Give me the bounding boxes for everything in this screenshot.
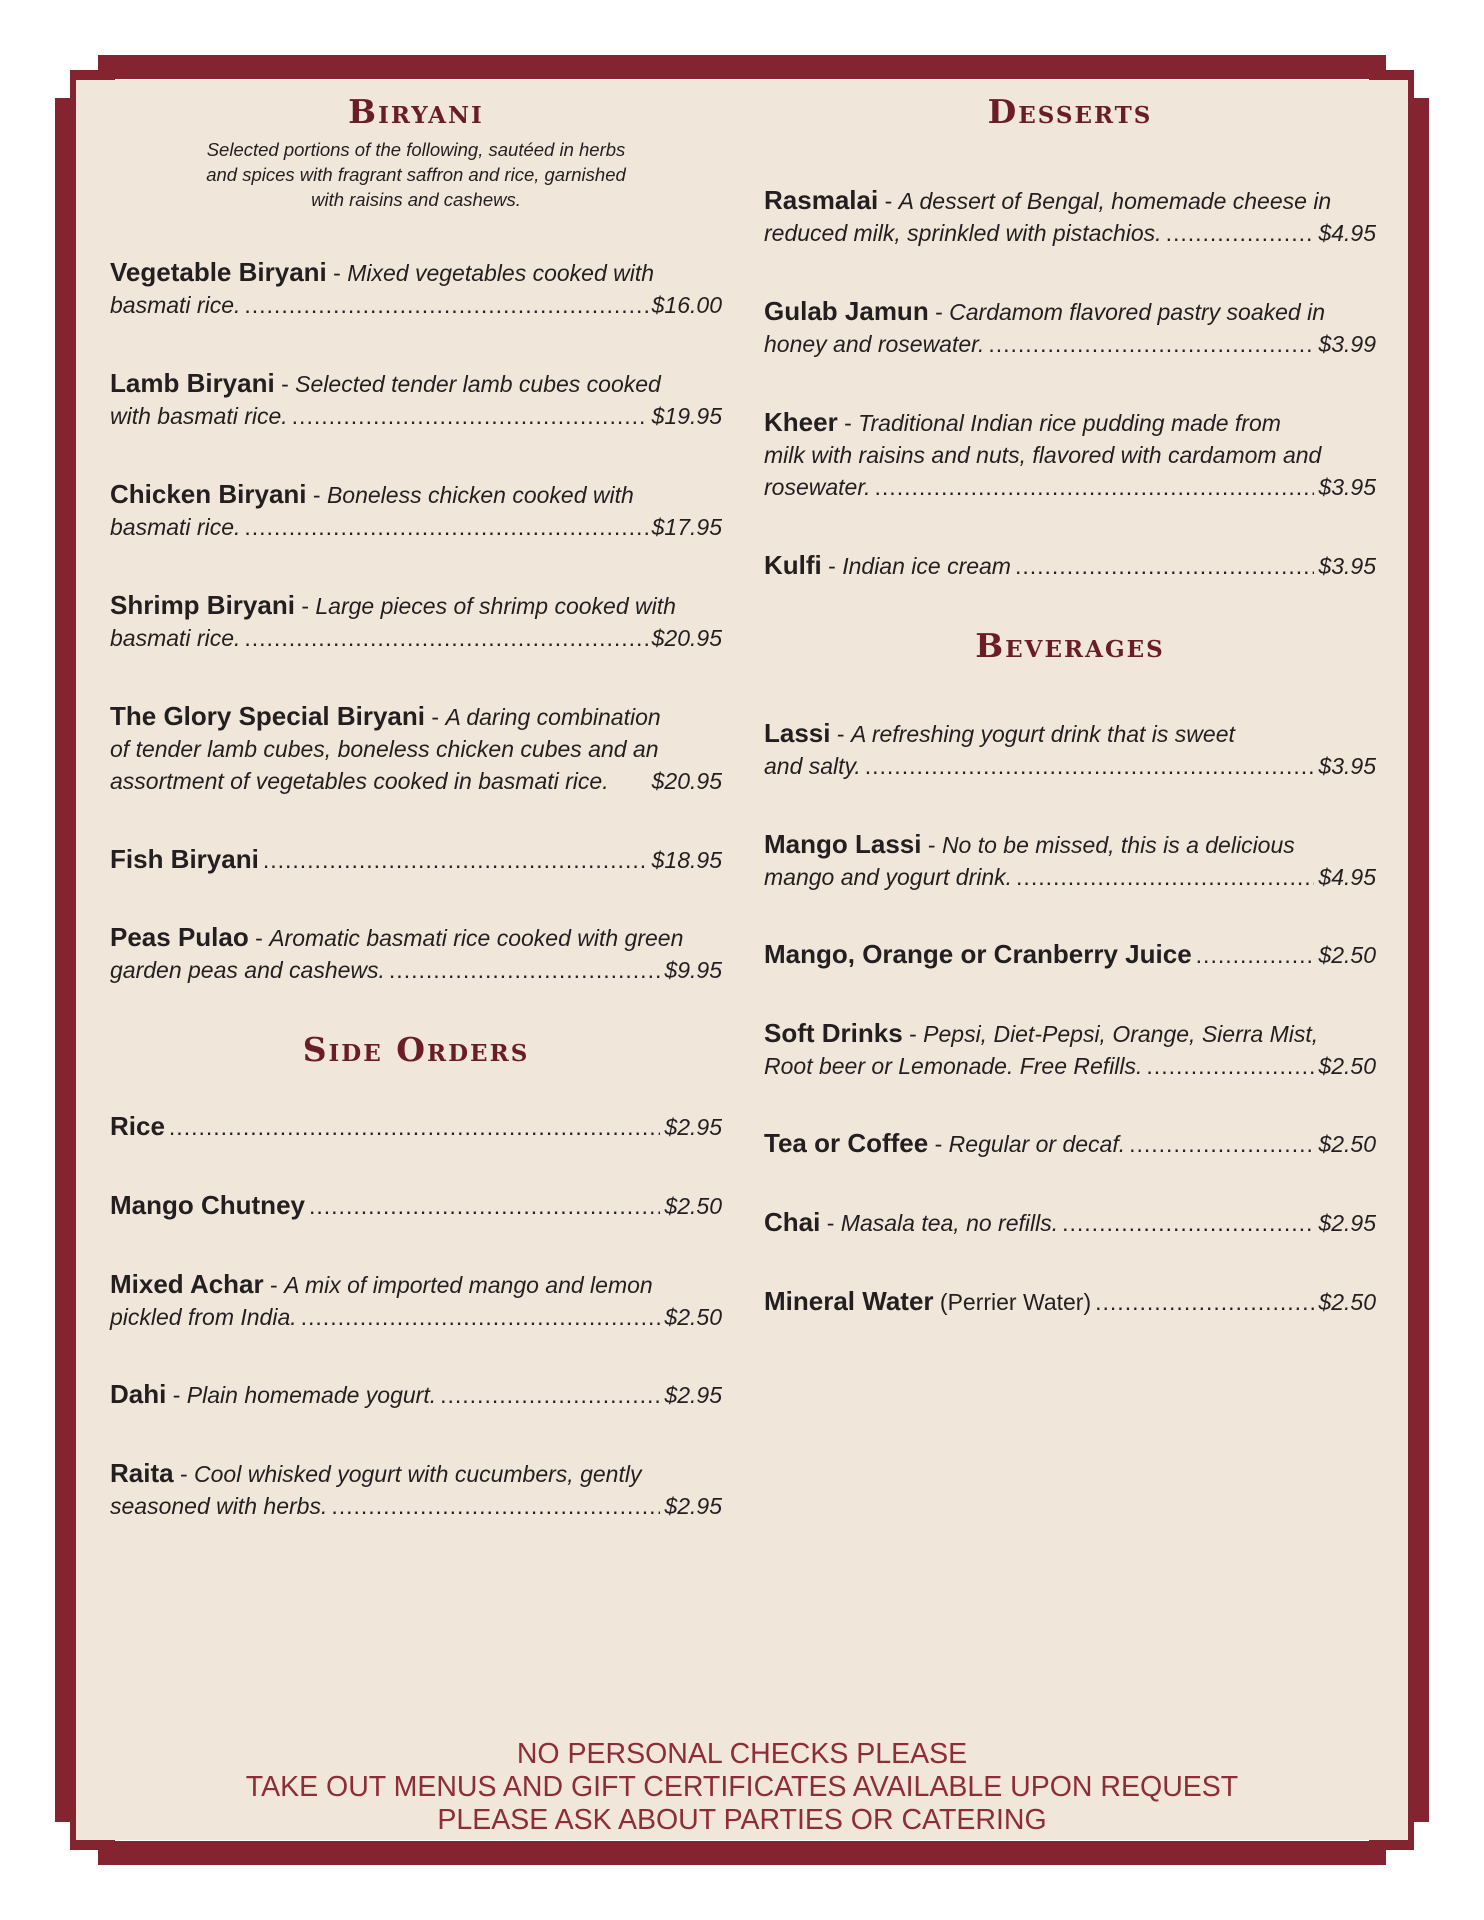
menu-item-dahi: Dahi - Plain homemade yogurt. ..... $2.95 <box>110 1378 722 1411</box>
item-description: No to be missed, this is a delicious <box>941 832 1295 858</box>
dot-leader <box>1166 217 1315 249</box>
item-name: Gulab Jamun <box>764 296 929 326</box>
dot-leader <box>263 844 648 876</box>
item-description: Indian ice cream <box>842 553 1011 579</box>
footer-line-catering: PLEASE ASK ABOUT PARTIES OR CATERING <box>437 1804 1047 1836</box>
item-name: Mango Chutney <box>110 1190 305 1220</box>
dot-leader <box>301 1301 661 1333</box>
menu-item-tea-or-coffee: Tea or Coffee - Regular or decaf. ..... $2.50 <box>764 1127 1376 1160</box>
menu-item-vegetable-biryani: Vegetable Biryani - Mixed vegetables cooked with basmati rice. ..... $16.00 <box>110 256 722 321</box>
item-name: Mineral Water <box>764 1286 934 1316</box>
menu-item-mango-chutney <box>110 1189 722 1222</box>
item-price: $18.95 <box>651 847 722 873</box>
item-price: $2.95 <box>1318 1210 1376 1236</box>
item-description: (Perrier Water) <box>939 1289 1092 1315</box>
dot-leader <box>1129 1128 1314 1160</box>
menu-item-kheer: Kheer - Traditional Indian rice pudding made from milk with raisins and nuts, flavored with cardamom and rosewater. ..... $3.95 <box>764 406 1376 503</box>
beverages-heading: Beverages <box>975 626 1165 665</box>
dot-leader <box>389 954 661 986</box>
item-description: Cool whisked yogurt with cucumbers, gently <box>194 1461 642 1487</box>
item-name: Mango Lassi <box>764 829 922 859</box>
menu-frame-bottom <box>98 1841 1386 1865</box>
item-name: Rasmalai <box>764 185 879 215</box>
menu-item-raita: Raita - Cool whisked yogurt with cucumbers, gently seasoned with herbs. ..... $2.95 <box>110 1457 722 1522</box>
dot-leader <box>1062 1207 1314 1239</box>
item-description: Plain homemade yogurt. <box>186 1382 437 1408</box>
menu-item-kulfi: Kulfi - Indian ice cream ..... $3.95 <box>764 549 1376 582</box>
item-price: $3.95 <box>1318 474 1376 500</box>
item-description: basmati rice. <box>110 514 241 540</box>
menu-item-rasmalai: Rasmalai - A dessert of Bengal, homemade cheese in reduced milk, sprinkled with pistachios. ..... $4.95 <box>764 184 1376 249</box>
item-name: Rice <box>110 1111 165 1141</box>
item-price: $2.95 <box>664 1493 722 1519</box>
item-price: $2.50 <box>1318 942 1376 968</box>
item-name: Tea or Coffee <box>764 1128 929 1158</box>
item-description: Boneless chicken cooked with <box>326 482 634 508</box>
item-name: Peas Pulao <box>110 922 249 952</box>
item-price: $9.95 <box>664 957 722 983</box>
menu-item-soft-drinks: Soft Drinks - Pepsi, Diet-Pepsi, Orange, Sierra Mist, Root beer or Lemonade. Free Refills. ..... $2.50 <box>764 1017 1376 1082</box>
item-price: $2.50 <box>664 1304 722 1330</box>
item-description: A dessert of Bengal, homemade cheese in <box>898 188 1332 214</box>
footer-line-takeout: TAKE OUT MENUS AND GIFT CERTIFICATES AVAILABLE UPON REQUEST <box>245 1771 1239 1803</box>
item-price: $20.95 <box>651 625 722 651</box>
item-description: basmati rice. <box>110 625 241 651</box>
biryani-intro <box>150 137 682 212</box>
item-description: of tender lamb cubes, boneless chicken cubes and an <box>110 736 659 762</box>
item-description: and salty. <box>764 753 861 779</box>
menu-frame-top <box>98 55 1386 79</box>
item-name: Dahi <box>110 1379 167 1409</box>
menu-item-fish-biryani <box>110 843 722 876</box>
biryani-intro-line-2: and spices with fragrant saffron and rice, garnished <box>206 164 626 185</box>
biryani-intro-line-3: with raisins and cashews. <box>311 189 521 210</box>
menu-item-chicken-biryani: Chicken Biryani - Boneless chicken cooked with basmati rice. ..... $17.95 <box>110 478 722 543</box>
menu-item-mango-lassi: Mango Lassi - No to be missed, this is a delicious mango and yogurt drink. ..... $4.95 <box>764 828 1376 893</box>
item-price: $3.99 <box>1318 331 1376 357</box>
item-description: garden peas and cashews. <box>110 957 385 983</box>
dot-leader <box>331 1490 660 1522</box>
item-description: reduced milk, sprinkled with pistachios. <box>764 220 1162 246</box>
biryani-heading: Biryani <box>348 92 484 131</box>
menu-frame-right <box>1405 98 1429 1822</box>
biryani-intro-line-1: Selected portions of the following, sautéed in herbs <box>206 139 626 160</box>
item-description: Mixed vegetables cooked with <box>347 260 655 286</box>
menu-item-lassi: Lassi - A refreshing yogurt drink that is sweet and salty. ..... $3.95 <box>764 717 1376 782</box>
item-price: $4.95 <box>1318 864 1376 890</box>
menu-item-rice <box>110 1110 722 1143</box>
item-description: Cardamom flavored pastry soaked in <box>949 299 1325 325</box>
dot-leader <box>1146 1050 1314 1082</box>
item-description: mango and yogurt drink. <box>764 864 1013 890</box>
item-description: Masala tea, no refills. <box>840 1210 1059 1236</box>
item-price: $2.50 <box>1318 1289 1376 1315</box>
menu-item-lamb-biryani: Lamb Biryani - Selected tender lamb cubes cooked with basmati rice. ..... $19.95 <box>110 367 722 432</box>
dot-leader <box>875 471 1315 503</box>
menu-item-juice <box>764 938 1376 971</box>
menu-item-chai: Chai - Masala tea, no refills. ..... $2.95 <box>764 1206 1376 1239</box>
item-description: with basmati rice. <box>110 403 288 429</box>
item-price: $19.95 <box>651 403 722 429</box>
dot-leader <box>244 289 647 321</box>
item-name: Soft Drinks <box>764 1018 903 1048</box>
item-description: seasoned with herbs. <box>110 1493 328 1519</box>
item-name: Vegetable Biryani <box>110 257 327 287</box>
item-price: $3.95 <box>1318 753 1376 779</box>
item-price: $16.00 <box>651 292 722 318</box>
item-name: Chicken Biryani <box>110 479 307 509</box>
item-name: The Glory Special Biryani <box>110 701 425 731</box>
item-description: A mix of imported mango and lemon <box>284 1272 653 1298</box>
item-description: Regular or decaf. <box>948 1131 1126 1157</box>
dot-leader <box>1016 861 1314 893</box>
item-description: pickled from India. <box>110 1304 297 1330</box>
item-name: Kheer <box>764 407 838 437</box>
item-name: Lamb Biryani <box>110 368 275 398</box>
item-price: $2.95 <box>664 1114 722 1140</box>
item-description: rosewater. <box>764 474 871 500</box>
dot-leader <box>1095 1286 1314 1318</box>
item-name: Mixed Achar <box>110 1269 264 1299</box>
menu-item-shrimp-biryani: Shrimp Biryani - Large pieces of shrimp cooked with basmati rice. ..... $20.95 <box>110 589 722 654</box>
item-description: assortment of vegetables cooked in basmati rice. <box>110 768 609 794</box>
item-description: basmati rice. <box>110 292 241 318</box>
item-description: A daring combination <box>445 704 661 730</box>
dot-leader <box>865 750 1315 782</box>
menu-item-peas-pulao: Peas Pulao - Aromatic basmati rice cooked with green garden peas and cashews. ..... $9.95 <box>110 921 722 986</box>
item-name: Raita <box>110 1458 174 1488</box>
side-orders-heading: Side Orders <box>302 1030 530 1069</box>
menu-item-glory-special-biryani: The Glory Special Biryani - A daring combination of tender lamb cubes, boneless chicken cubes and an assortment of vegetables cooked in basmati rice. $20.95 <box>110 700 722 797</box>
item-name: Shrimp Biryani <box>110 590 295 620</box>
item-price: $2.50 <box>1318 1053 1376 1079</box>
dot-leader <box>292 400 648 432</box>
menu-item-mixed-achar: Mixed Achar - A mix of imported mango and lemon pickled from India. ..... $2.50 <box>110 1268 722 1333</box>
item-name: Fish Biryani <box>110 844 259 874</box>
item-name: Mango, Orange or Cranberry Juice <box>764 939 1192 969</box>
item-price: $2.95 <box>664 1382 722 1408</box>
footer-notices <box>0 1738 1484 1837</box>
dot-leader <box>169 1111 661 1143</box>
item-description: milk with raisins and nuts, flavored with cardamom and <box>764 442 1322 468</box>
dot-leader <box>244 511 647 543</box>
item-description: honey and rosewater. <box>764 331 985 357</box>
dot-leader <box>244 622 647 654</box>
item-description: A refreshing yogurt drink that is sweet <box>850 721 1235 747</box>
desserts-heading: Desserts <box>987 92 1153 131</box>
item-name: Chai <box>764 1207 821 1237</box>
menu-item-mineral-water <box>764 1285 1376 1318</box>
dot-leader <box>1196 939 1315 971</box>
item-price: $20.95 <box>651 768 722 794</box>
item-name: Kulfi <box>764 550 822 580</box>
dot-leader <box>988 328 1314 360</box>
item-description: Large pieces of shrimp cooked with <box>315 593 676 619</box>
item-description: Selected tender lamb cubes cooked <box>295 371 661 397</box>
item-price: $3.95 <box>1318 553 1376 579</box>
item-price: $2.50 <box>1318 1131 1376 1157</box>
item-price: $2.50 <box>664 1193 722 1219</box>
item-description: Traditional Indian rice pudding made from <box>858 410 1281 436</box>
menu-item-gulab-jamun: Gulab Jamun - Cardamom flavored pastry soaked in honey and rosewater. ..... $3.99 <box>764 295 1376 360</box>
item-name: Lassi <box>764 718 831 748</box>
item-description: Root beer or Lemonade. Free Refills. <box>764 1053 1143 1079</box>
item-description: Pepsi, Diet-Pepsi, Orange, Sierra Mist, <box>923 1021 1319 1047</box>
footer-line-checks: NO PERSONAL CHECKS PLEASE <box>516 1738 968 1770</box>
item-price: $4.95 <box>1318 220 1376 246</box>
item-price: $17.95 <box>651 514 722 540</box>
item-description: Aromatic basmati rice cooked with green <box>269 925 684 951</box>
dot-leader <box>309 1190 660 1222</box>
dot-leader <box>440 1379 660 1411</box>
dot-leader <box>1015 550 1314 582</box>
